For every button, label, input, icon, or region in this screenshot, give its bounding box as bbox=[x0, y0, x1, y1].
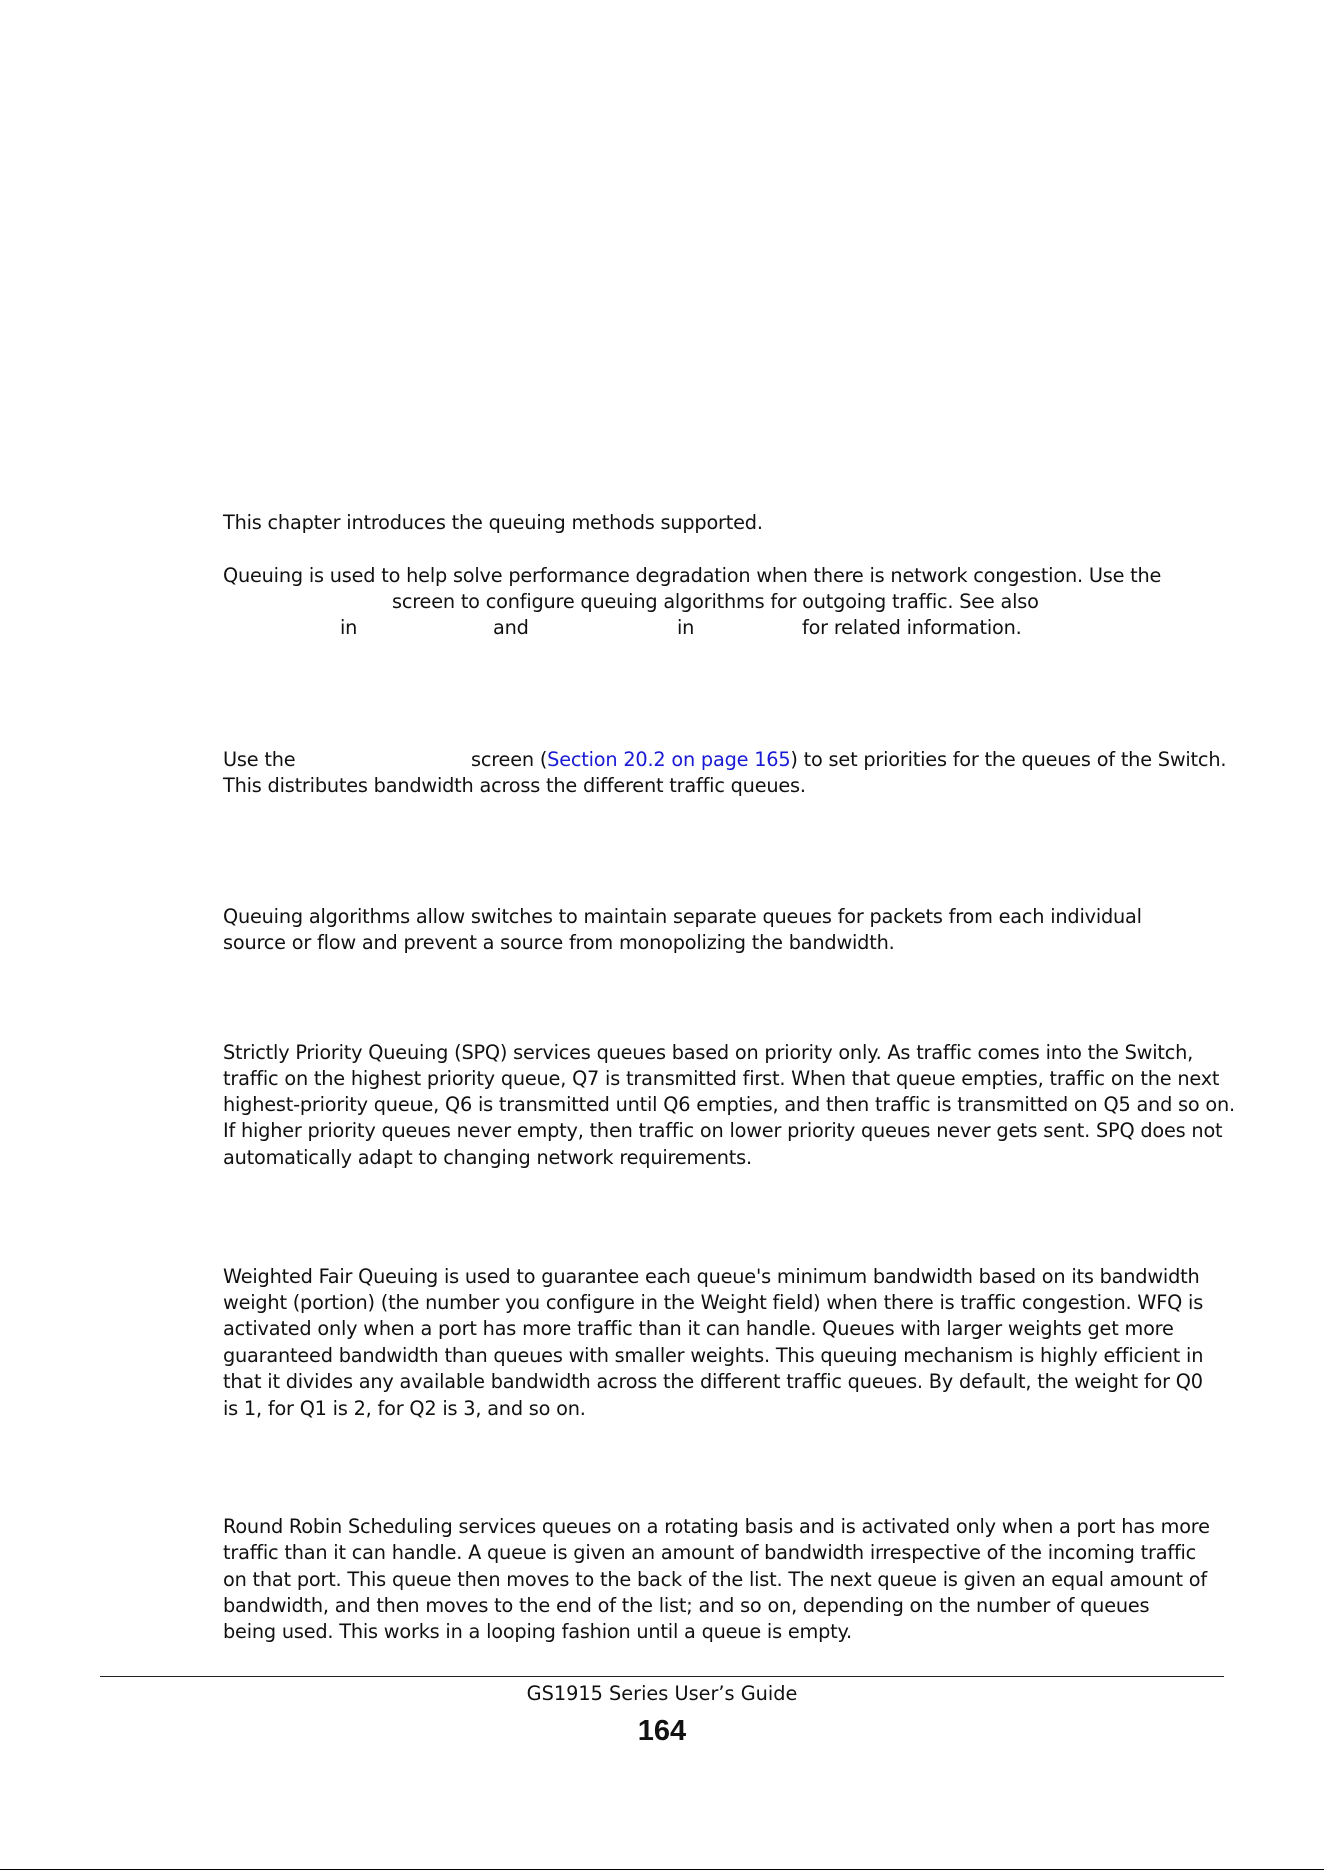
what-you-can-do-line-1-rest bbox=[471, 746, 1324, 773]
wrr-line-3: on that port. This queue then moves to the back of the list. The next queue is given an equal amount of bbox=[223, 1568, 1207, 1591]
wrr-line-1: Round Robin Scheduling services queues on a rotating basis and is activated only when a port has more bbox=[223, 1515, 1210, 1538]
overview-line-3-in-2: in bbox=[677, 616, 695, 639]
intro-paragraph: This chapter introduces the queuing methods supported. bbox=[223, 511, 763, 534]
screen-text: screen ( bbox=[471, 748, 548, 771]
section-link[interactable]: Section 20.2 on page 165 bbox=[547, 748, 791, 771]
wrr-line-2: traffic than it can handle. A queue is given an amount of bandwidth irrespective of the incoming traffic bbox=[223, 1541, 1197, 1564]
what-you-can-do-line-2: This distributes bandwidth across the different traffic queues. bbox=[223, 774, 806, 797]
spq-line-1: Strictly Priority Queuing (SPQ) services queues based on priority only. As traffic comes into the Switch, bbox=[223, 1041, 1194, 1064]
wfq-line-2: weight (portion) (the number you configure in the Weight field) when there is traffic congestion. WFQ is bbox=[223, 1291, 1204, 1314]
page-number: 164 bbox=[637, 1715, 687, 1747]
overview-line-3-end: for related information. bbox=[802, 616, 1022, 639]
overview-line-3-in: in bbox=[340, 616, 358, 639]
spq-line-5: automatically adapt to changing network requirements. bbox=[223, 1146, 752, 1169]
wfq-line-1: Weighted Fair Queuing is used to guarantee each queue's minimum bandwidth based on its bandwidth bbox=[223, 1265, 1200, 1288]
wfq-line-4: guaranteed bandwidth than queues with smaller weights. This queuing mechanism is highly efficient in bbox=[223, 1344, 1204, 1367]
bottom-edge-divider bbox=[0, 1869, 1324, 1870]
set-priorities-text: ) to set priorities for the queues of the Switch. bbox=[790, 748, 1227, 771]
wrr-line-5: being used. This works in a looping fashion until a queue is empty. bbox=[223, 1620, 852, 1643]
footer-divider bbox=[100, 1676, 1224, 1677]
wfq-line-6: is 1, for Q1 is 2, for Q2 is 3, and so on. bbox=[223, 1397, 586, 1420]
footer-guide-title: GS1915 Series User’s Guide bbox=[526, 1682, 798, 1705]
wfq-line-3: activated only when a port has more traffic than it can handle. Queues with larger weights get more bbox=[223, 1317, 1174, 1340]
spq-line-2: traffic on the highest priority queue, Q7 is transmitted first. When that queue empties, traffic on the next bbox=[223, 1067, 1220, 1090]
overview-line-3-and: and bbox=[493, 616, 529, 639]
spq-line-3: highest-priority queue, Q6 is transmitted until Q6 empties, and then traffic is transmitted on Q5 and so on. bbox=[223, 1093, 1235, 1116]
overview-line-2: screen to configure queuing algorithms for outgoing traffic. See also bbox=[392, 590, 1039, 613]
spq-line-4: If higher priority queues never empty, then traffic on lower priority queues never gets sent. SPQ does not bbox=[223, 1119, 1223, 1142]
use-the-text: Use the bbox=[223, 748, 296, 771]
overview-line-1: Queuing is used to help solve performance degradation when there is network congestion. Use the bbox=[223, 564, 1162, 587]
queuing-algorithms-line-2: source or flow and prevent a source from monopolizing the bandwidth. bbox=[223, 931, 895, 954]
wrr-line-4: bandwidth, and then moves to the end of the list; and so on, depending on the number of queues bbox=[223, 1594, 1150, 1617]
wfq-line-5: that it divides any available bandwidth across the different traffic queues. By default, the weight for Q0 bbox=[223, 1370, 1203, 1393]
queuing-algorithms-line-1: Queuing algorithms allow switches to maintain separate queues for packets from each individual bbox=[223, 905, 1142, 928]
